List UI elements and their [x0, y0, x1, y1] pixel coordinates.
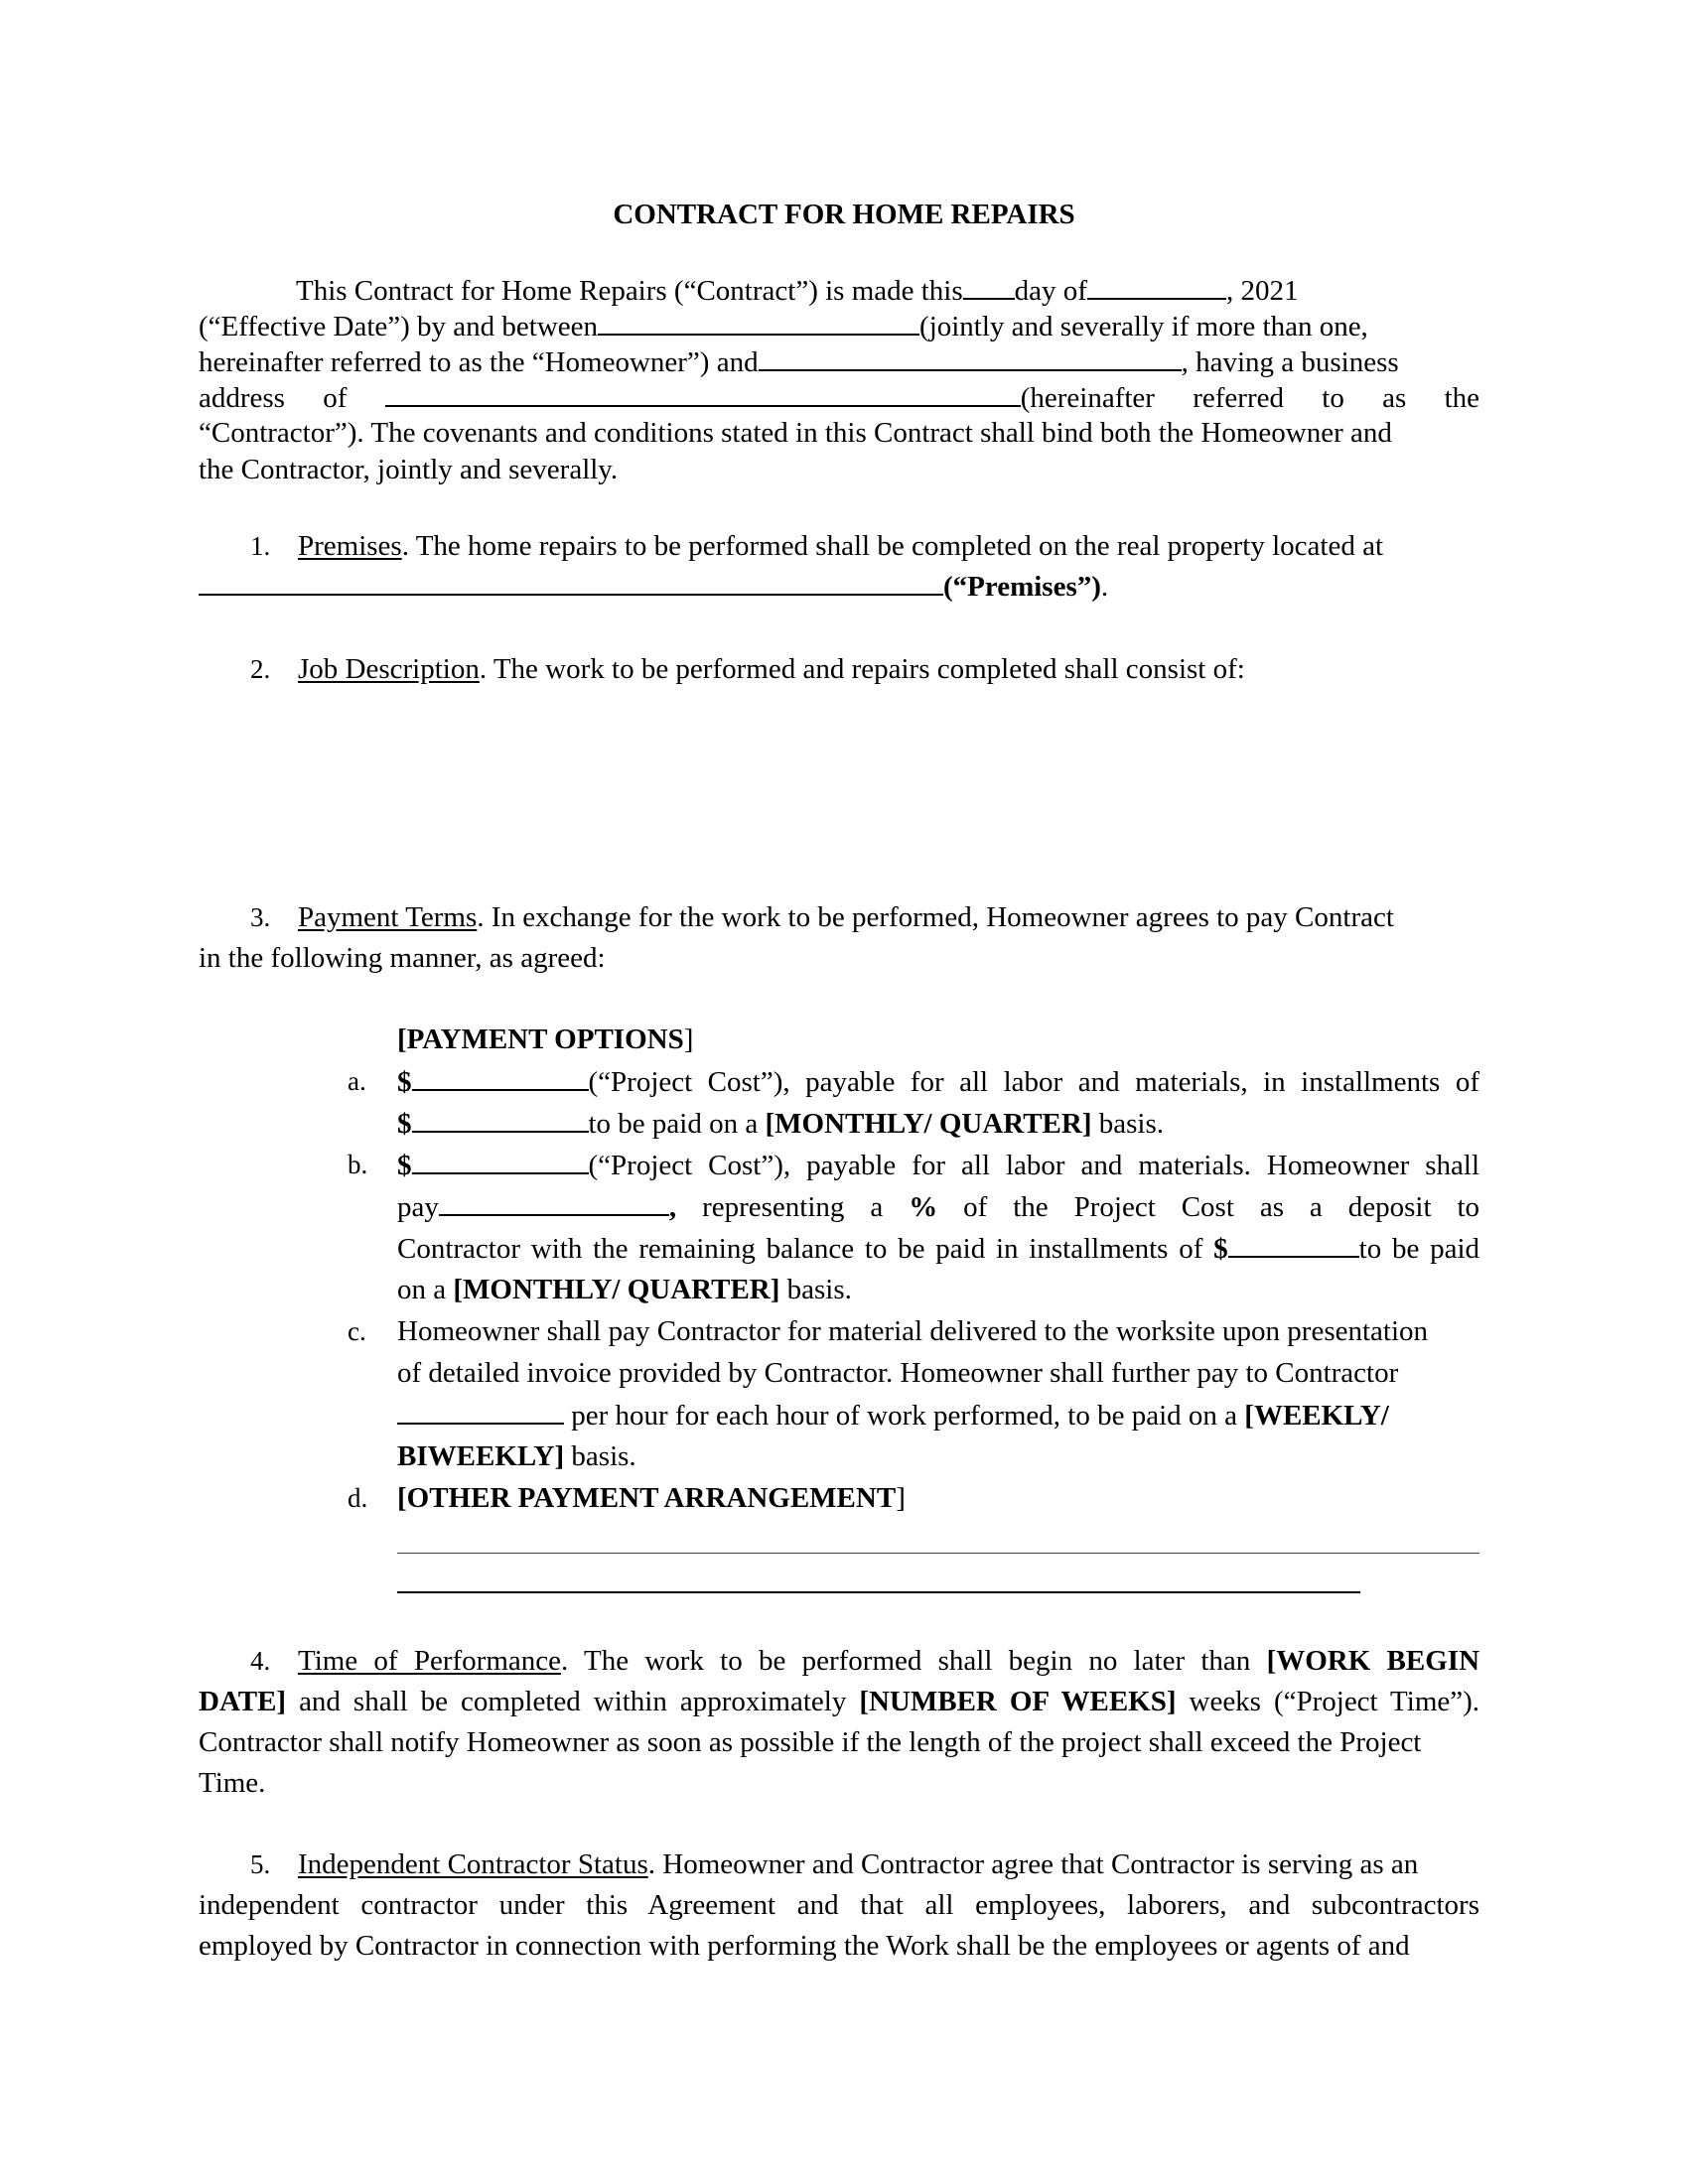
section-1-line-1: Premises. The home repairs to be performed shall be completed on the real property located at — [298, 530, 1384, 562]
section-5-line-1: Independent Contractor Status. Homeowner and Contractor agree that Contractor is serving as an — [298, 1848, 1419, 1880]
option-c-line-4: BIWEEKLY] basis. — [397, 1440, 636, 1472]
section-3-number: 3. — [250, 902, 271, 932]
payment-options-label: [PAYMENT OPTIONS] — [397, 1024, 694, 1055]
section-4-line-4: Time. — [199, 1767, 266, 1799]
option-a-line-2: $ to be paid on a [MONTHLY/ QUARTER] basis. — [397, 1105, 1164, 1142]
option-c-line-3: per hour for each hour of work performed, to be paid on a [WEEKLY/ — [397, 1397, 1389, 1433]
section-3-line-1: Payment Terms. In exchange for the work to be performed, Homeowner agrees to pay Contract — [298, 901, 1394, 933]
option-b-cost-blank[interactable] — [412, 1147, 589, 1174]
option-c-letter: c. — [348, 1316, 366, 1346]
section-4-line-1: Time of Performance. The work to be performed shall begin no later than [WORK BEGIN — [298, 1645, 1480, 1677]
option-a-cost-blank[interactable] — [412, 1063, 589, 1091]
option-b-letter: b. — [348, 1150, 368, 1179]
intro-line-2: (“Effective Date”) by and between (jointly and severally if more than one, — [199, 308, 1479, 344]
contractor-blank[interactable] — [759, 343, 1182, 371]
intro-line-3: hereinafter referred to as the “Homeowner”) and , having a business — [199, 343, 1479, 380]
section-3-heading: Payment Terms — [298, 901, 478, 933]
option-b-line-1: $ (“Project Cost”), payable for all labor and materials. Homeowner shall — [397, 1147, 1479, 1183]
option-d-line-1: [OTHER PAYMENT ARRANGEMENT] — [397, 1482, 906, 1514]
intro-line-4: address of (hereinafter referred to as the — [199, 379, 1479, 416]
option-b-line-2: pay , representing a % of the Project Cost as a deposit to — [397, 1188, 1479, 1225]
option-a-line-1: $ (“Project Cost”), payable for all labor and materials, in installments of — [397, 1063, 1479, 1100]
intro-line-6: the Contractor, jointly and severally. — [199, 454, 619, 485]
option-b-line-3: Contractor with the remaining balance to be paid in installments of $ to be paid — [397, 1230, 1479, 1267]
section-4-line-3: Contractor shall notify Homeowner as soon as possible if the length of the project shall exceed the Project — [199, 1726, 1422, 1758]
option-a-letter: a. — [348, 1066, 366, 1096]
other-arrangement-line-1[interactable] — [397, 1553, 1479, 1554]
day-blank[interactable] — [963, 272, 1015, 300]
section-2-line-1: Job Description. The work to be performed and repairs completed shall consist of: — [298, 653, 1245, 685]
homeowner-blank[interactable] — [598, 308, 919, 336]
other-arrangement-line-2[interactable] — [397, 1591, 1360, 1593]
document-title: CONTRACT FOR HOME REPAIRS — [613, 199, 1075, 230]
section-2-number: 2. — [250, 654, 271, 684]
section-5-heading: Independent Contractor Status — [298, 1848, 648, 1880]
section-5-line-2: independent contractor under this Agreement and that all employees, laborers, and subcontractors — [199, 1889, 1479, 1921]
premises-blank[interactable] — [199, 568, 943, 596]
address-blank[interactable] — [385, 379, 1021, 407]
intro-line-5: “Contractor”). The covenants and conditions stated in this Contract shall bind both the Homeowner and — [199, 417, 1392, 449]
option-b-installment-blank[interactable] — [1228, 1230, 1359, 1258]
section-2-heading: Job Description — [298, 653, 480, 685]
section-4-number: 4. — [250, 1646, 271, 1676]
month-blank[interactable] — [1087, 272, 1226, 300]
intro-line-1: This Contract for Home Repairs (“Contract”) is made this day of , 2021 — [296, 272, 1298, 309]
section-4-line-2: DATE] and shall be completed within approximately [NUMBER OF WEEKS] weeks (“Project Time”). — [199, 1686, 1480, 1717]
option-b-deposit-blank[interactable] — [439, 1188, 669, 1216]
section-5-line-3: employed by Contractor in connection with performing the Work shall be the employees or agents of and — [199, 1930, 1410, 1962]
section-4-heading: Time of Performance — [298, 1645, 561, 1677]
section-1-heading: Premises — [298, 530, 402, 562]
option-c-line-2: of detailed invoice provided by Contractor. Homeowner shall further pay to Contractor — [397, 1357, 1399, 1389]
section-1-line-2: (“Premises”). — [199, 568, 1108, 605]
section-5-number: 5. — [250, 1849, 271, 1879]
option-c-hourly-blank[interactable] — [397, 1397, 564, 1425]
option-c-line-1: Homeowner shall pay Contractor for material delivered to the worksite upon presentation — [397, 1315, 1429, 1347]
section-3-line-2: in the following manner, as agreed: — [199, 942, 606, 974]
option-a-installment-blank[interactable] — [412, 1105, 589, 1133]
option-d-letter: d. — [348, 1483, 368, 1513]
option-b-line-4: on a [MONTHLY/ QUARTER] basis. — [397, 1274, 852, 1305]
section-1-number: 1. — [250, 531, 271, 561]
